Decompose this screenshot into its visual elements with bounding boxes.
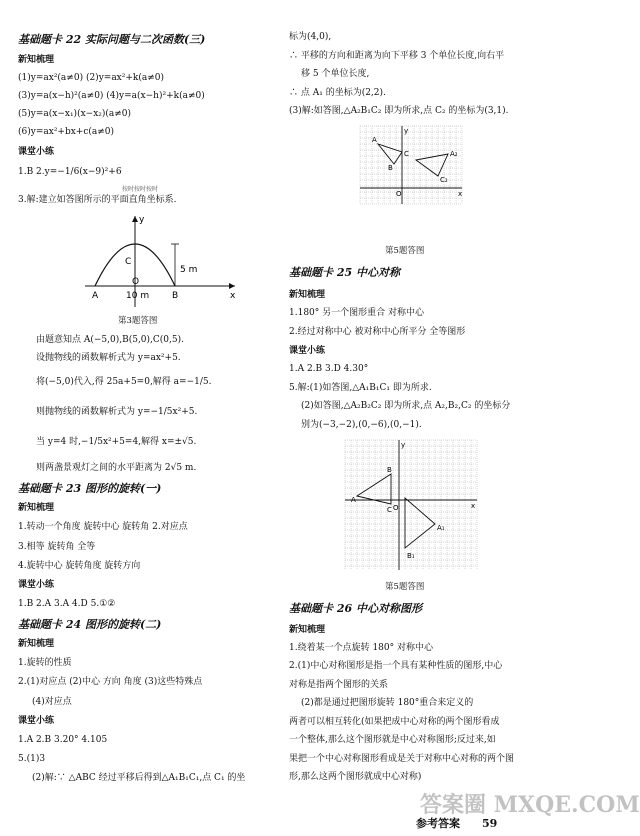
text-line: 由题意知点 A(−5,0),B(5,0),C(0,5). [36, 335, 184, 345]
point-b-label: B [387, 466, 392, 474]
text-line: ∴ 点 A₁ 的坐标为(2,2). [289, 88, 386, 98]
text-line: 1.A 2.B 3.D 4.30° [289, 364, 369, 374]
classroom-practice-heading: 课堂小练 [18, 716, 55, 726]
page-number: 59 [482, 817, 498, 830]
point-c2-label: C₂ [440, 176, 448, 184]
new-knowledge-heading: 新知梳理 [18, 503, 55, 513]
text-line: 形,那么这两个图形就成中心对称) [289, 772, 422, 782]
watermark: 答案圈 MXQE.COM [420, 792, 640, 818]
text-line: 别为(−3,−2),(0,−6),(0,−1). [301, 420, 422, 430]
point-c-label: C [404, 150, 409, 158]
text-line: 标为(4,0), [289, 32, 332, 42]
text-line: 5.解:(1)如答图,△A₁B₁C₁ 即为所求. [289, 383, 432, 393]
point-c-label: C [387, 506, 392, 514]
figure-3-parabola [80, 212, 240, 310]
text-line: 则两盏景观灯之间的水平距离为 2√5 m. [36, 463, 197, 473]
text-line: 1.B 2.y=−1/6(x−9)²+6 [18, 167, 122, 177]
height-label: 5 m [180, 265, 198, 275]
section-22-title: 基础题卡 22 实际问题与二次函数(三) [18, 33, 206, 46]
new-knowledge-heading: 新知梳理 [18, 55, 55, 65]
text-line: 两者可以相互转化(如果把成中心对称的两个图形看成 [289, 717, 500, 727]
x-axis-label: x [230, 291, 236, 301]
text-line: 5.(1)3 [18, 754, 46, 764]
text-line: 则抛物线的函数解析式为 y=−1/5x²+5. [36, 407, 198, 417]
origin-label: O [393, 504, 399, 512]
new-knowledge-heading: 新知梳理 [289, 625, 326, 635]
section-26-title: 基础题卡 26 中心对称图形 [289, 602, 422, 615]
footer-label: 参考答案 [416, 817, 460, 830]
text-line: (4)对应点 [32, 697, 72, 707]
text-line: (2)如答图,△A₂B₂C₂ 即为所求,点 A₂,B₂,C₂ 的坐标分 [301, 401, 511, 411]
x-axis-label: x [458, 190, 463, 198]
text-line: (2)解:∵ △ABC 经过平移后得到△A₁B₁C₁,点 C₁ 的坐 [32, 773, 246, 783]
figure-5b-caption: 第5题答图 [385, 582, 425, 592]
text-line: 1.转动一个角度 旋转中心 旋转角 2.对应点 [18, 522, 188, 532]
text-line: 1.180° 另一个图形重合 对称中心 [289, 308, 424, 318]
text-line: (3)y=a(x−h)²(a≠0) (4)y=a(x−h)²+k(a≠0) [18, 91, 205, 101]
section-25-title: 基础题卡 25 中心对称 [289, 266, 400, 279]
point-a-label: A [92, 291, 99, 301]
text-line: 当 y=4 时,−1/5x²+5=4,解得 x=±√5. [36, 437, 197, 447]
point-b-label: B [172, 291, 179, 301]
text-line: 1.旋转的性质 [18, 658, 72, 668]
y-axis-label: y [404, 127, 409, 135]
text-line: 移 5 个单位长度, [301, 69, 370, 79]
text-line: 果把一个中心对称图形看成是关于对称中心对称的两个图 [289, 754, 515, 764]
classroom-practice-heading: 课堂小练 [289, 346, 326, 356]
text-line: (3)解:如答图,△A₂B₁C₂ 即为所求,点 C₂ 的坐标为(3,1). [289, 106, 509, 116]
point-b1-label: B₁ [407, 552, 415, 560]
text-line: ∴ 平移的方向和距离为向下平移 3 个单位长度,向右平 [289, 51, 505, 61]
point-b-label: B [388, 164, 393, 172]
text-line: 一个整体,那么这个图形就是中心对称图形;反过来,如 [289, 735, 496, 745]
text-line: (6)y=ax²+bx+c(a≠0) [18, 127, 115, 137]
text-line: (5)y=a(x−x₁)(x−x₂)(a≠0) [18, 109, 132, 119]
text-line: (1)y=ax²(a≠0) (2)y=ax²+k(a≠0) [18, 73, 165, 83]
text-line: 4.旋转中心 旋转角度 旋转方向 [18, 561, 141, 571]
point-a-label: A [351, 496, 356, 504]
section-24-title: 基础题卡 24 图形的旋转(二) [18, 618, 162, 631]
figure-5a-grid [358, 124, 466, 206]
new-knowledge-heading: 新知梳理 [289, 290, 326, 300]
classroom-practice-heading: 课堂小练 [18, 580, 55, 590]
classroom-practice-heading: 课堂小练 [18, 147, 55, 157]
origin-label: O [396, 190, 402, 198]
stamp-text: 按时按时按时 [122, 186, 159, 193]
figure-3-caption: 第3题答图 [118, 316, 158, 326]
text-line: 对称是指两个图形的关系 [289, 680, 389, 690]
new-knowledge-heading: 新知梳理 [18, 639, 55, 649]
text-line: 设抛物线的函数解析式为 y=ax²+5. [36, 353, 181, 363]
section-23-title: 基础题卡 23 图形的旋转(一) [18, 482, 162, 495]
point-a2-label: A₂ [450, 150, 458, 158]
figure-5a-caption: 第5题答图 [385, 246, 425, 256]
point-a1-label: A₁ [437, 524, 445, 532]
text-line: 1.B 2.A 3.A 4.D 5.①② [18, 599, 116, 609]
figure-5b-grid [343, 438, 479, 572]
y-axis-label: y [401, 441, 406, 449]
point-c-label: C [125, 257, 132, 267]
text-line: 将(−5,0)代入,得 25a+5=0,解得 a=−1/5. [36, 377, 212, 387]
text-line: 1.绕着某一个点旋转 180° 对称中心 [289, 643, 433, 653]
text-line: 2.(1)对应点 (2)中心 方向 角度 (3)这些特殊点 [18, 677, 203, 687]
text-line: 1.A 2.B 3.20° 4.105 [18, 735, 108, 745]
text-line: (2)都是通过把图形旋转 180°重合来定义的 [301, 698, 474, 708]
text-line: 3.相等 旋转角 全等 [18, 542, 96, 552]
text-line: 3.解:建立如答图所示的平面直角坐标系. [18, 195, 177, 205]
origin-label: O [132, 277, 140, 287]
width-label: 10 m [126, 291, 150, 301]
x-axis-label: x [471, 502, 476, 510]
text-line: 2.(1)中心对称图形是指一个具有某种性质的图形,中心 [289, 661, 503, 671]
y-axis-label: y [139, 215, 145, 225]
text-line: 2.经过对称中心 被对称中心所平分 全等图形 [289, 327, 466, 337]
point-a-label: A [372, 136, 377, 144]
